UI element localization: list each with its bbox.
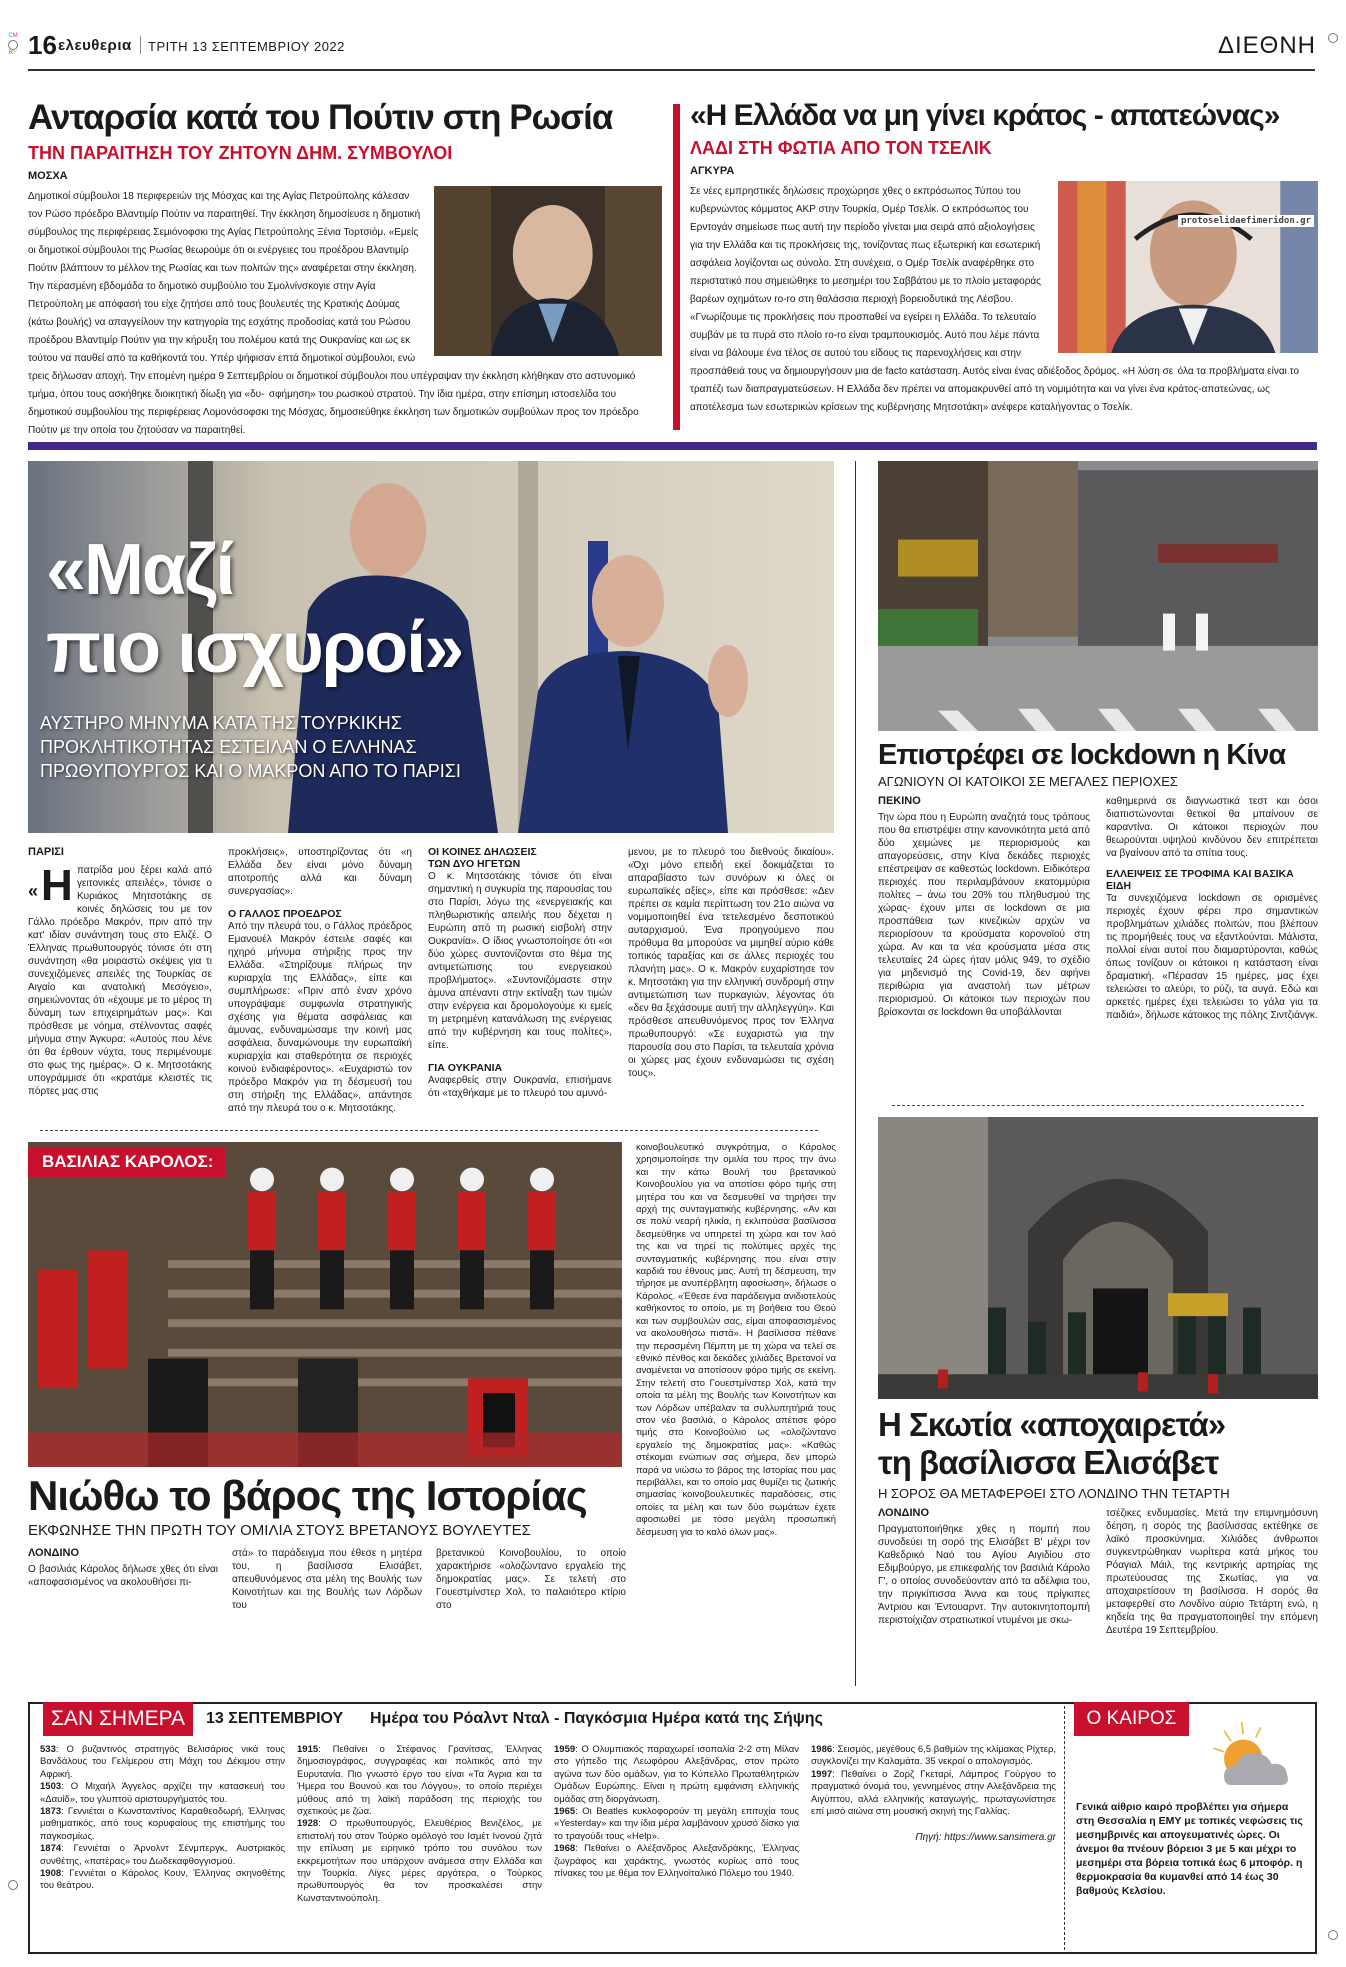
mitsotakis-macron-photo [28,461,834,833]
header-rule [28,69,1315,71]
event-text: Γεννιέται ο Κωνσταντίνος Καραθεοδωρή, Έλληνας μαθηματικός, από τους κορυφαίους της επιστήμης του παγκοσμίως. [40,1806,285,1842]
events-col-1 [40,1744,285,1905]
event-year: 1503 [40,1781,62,1793]
headline-line-2: πιο ισχυροί» [46,608,463,688]
headline: «Η Ελλάδα να μη γίνει κράτος - απατεώνας» [690,99,1280,132]
king-charles-photo-graphic [28,1142,622,1467]
event-item: 1965: Οι Beatles κυκλοφορούν τη μεγάλη επιτυχία τους «Yesterday» και την ίδια μέρα λαμβάνουν χρυσό δίσκο για το τραγούδι τους «Help». [554,1806,799,1842]
event-item: 1873: Γεννιέται ο Κωνσταντίνος Καραθεοδωρή, Έλληνας μαθηματικός, από τους κορυφαίους της επιστήμης του παγκοσμίως. [40,1806,285,1842]
event-text: Ο βυζαντινός στρατηγός Βελισάριος νικά τους Βανδάλους του Γελίμερου στη Μάχη του Δέκιμου στην Αφρική. [40,1744,285,1780]
event-text: Οι Beatles κυκλοφορούν τη μεγάλη επιτυχία τους «Yesterday» και την ίδια μέρα λαμβάνουν χρυσό δίσκο για το τραγούδι τους «Help». [554,1806,799,1842]
article-body: καθημερινά σε διαγνωστικά τεστ και όσοι διαπιστώνονται θετικοί θα μπαίνουν σε καραντίνα. Οι κάτοικοι περιοχών που θεωρούνται υψηλού κινδύνου δεν επιτρέπεται να βγαίνουν από τα σπίτια τους. [1106,796,1318,860]
article-body: προκλήσεις», υποστηρίζοντας ότι «η Ελλάδα δεν είναι μόνο δύναμη αποτροπής αλλά και δύναμη συνεργασίας». [228,847,412,897]
dashed-divider [40,1130,818,1131]
event-year: 1986 [811,1744,833,1755]
headline [46,531,462,687]
headline-line-1: Η Σκωτία «αποχαιρετά» [878,1406,1226,1443]
header-separator [140,36,141,54]
article-col-2 [1106,795,1318,1022]
celik-photo [1058,181,1318,353]
article-body: Ο βασιλιάς Κάρολος δήλωσε χθες ότι είναι «αποφασισμένος να ακολουθήσει πι- [28,1564,218,1589]
crosshair-icon [8,40,18,50]
event-item: 1986: Σεισμός, μεγέθους 6,5 βαθμών της κλίμακας Ρίχτερ, συγκλονίζει την Καλαμάτα. 35 νεκροί ο απολογισμός. [811,1744,1057,1768]
newspaper-logo: ελευθερια [58,37,132,54]
article-celik [690,100,1318,415]
subhead: ΑΓΩΝΙΟΥΝ ΟΙ ΚΑΤΟΙΚΟΙ ΣΕ ΜΕΓΑΛΕΣ ΠΕΡΙΟΧΕΣ [878,774,1178,790]
event-year: 1968 [554,1843,576,1855]
putin-photo-graphic [433,186,663,356]
event-year: 1959 [554,1744,576,1755]
sun-behind-cloud-icon [1200,1722,1305,1792]
article-body: Από την πλευρά του, ο Γάλλος πρόεδρος Εμανουέλ Μακρόν έστειλε σαφές και ηχηρό μήνυμα στήριξης προς την Ελλάδα. «Στηρίζουμε πλήρως την κυριαρχία της Ελλάδας», είπε και συμπλήρωσε: «Πριν από έναν χρόνο υπογράψαμε συμφωνία στρατηγικής σχέσης για θέματα ασφάλειας και άμυνας, ενδυναμώσαμε την κοινή μας ασφάλεια, δυναμώνουμε την ευρωπαϊκή κυριαρχία και σταθερότητα σε περιοχές κοινού ενδιαφέροντος». «Ευχαριστώ τον πρόεδρο Μακρόν για τη δέσμευσή του στη στήριξη της Ελλάδας», απάντησε από την πλευρά του ο κ. Μητσοτάκης. [228,921,412,1114]
article-body: μενου, με το πλευρό του διεθνούς δικαίου». «Όχι μόνο επειδή εκεί δοκιμάζεται το απαραβίαστο των συνόρων κι όλες οι ευρωπαϊκές αξίες», είπε και πρόσθεσε: «Δεν πρέπει σε καμία περίπτωση τον 21ο αιώνα να νομιμοποιηθεί ένα τετελεσμένο δεσποτικού αυταρχισμού. Ένα προηγούμενο που πρόθυμα θα μπορούσε να μιμηθεί αύριο κάθε τοπικός ταραξίας και σε άλλες περιοχές του πλανήτη μας». Ο κ. Μακρόν ευχαρίστησε τον κ. Μητσοτάκη για την ελληνική συνδρομή στην αντιμετώπιση των πυρκαγιών, λέγοντας ότι «δεν θα ξεχάσουμε αυτή την αλληλεγγύη». Και πρόσθεσε απευθυνόμενος προς τον Έλληνα πρωθυπουργό: «Σε ευχαριστώ για την παρουσία σου στο Παρίσι, τα τελευταία χρόνια οι χώρες μας έχουν ενδυναμώσει τις σχέση τους». [628,847,834,1079]
article-china-columns [878,795,1318,1022]
article-body: Σε νέες εμπρηστικές δηλώσεις προχώρησε χθες ο εκπρόσωπος Τύπου του κυβερνώντος κόμματος AKP στην Τουρκία, Ομέρ Τσελίκ. Ο εκπρόσωπος του Ερντογάν σημείωσε πως αυτή την περίοδο γίνεται μια σειρά από αξιολογήσεις για την Ελλάδα και τις προκλήσεις της, τονίζοντας πως εξωτερική και εσωτερική ασφάλεια λογίζονται ως σύνολο. Στη συνέχεια, ο Ομέρ Τσελίκ αναφέρθηκε στο περιστατικό που σημειώθηκε το μεσημέρι του Σαββάτου με το πλοίο μεταφοράς βαρέων οχημάτων ro-ro στη θαλάσσια περιοχή βορειοδυτικά της Λέσβου. «Γνωρίζουμε τις προκλήσεις που προσπαθεί να εγείρει η Ελλάδα. Το τελευταίο συμβάν με τα πυρά στο πλοίο ro-ro είναι τραμπουκισμός. Αυτό που λέμε πάντα είναι να βάλουμε ένα τέλος σε αυτού του είδους τις παρενοχλήσεις και στην προσπάθειά τους να δημιουργήσουν μια de facto κατάσταση. Αυτός είναι ένας αδιέξοδος δρόμος. «Η λύση σε [690,185,1174,377]
dateline: ΛΟΝΔΙΝΟ [878,1507,930,1519]
headline [878,1406,1318,1482]
section-divider [28,442,1317,450]
crosshair-icon [8,1880,18,1890]
event-text: Γεννιέται ο Κάρολος Κουν, Έλληνας σκηνοθέτης του θεάτρου. [40,1868,285,1892]
watermark: protoselidaefimeridon.gr [1178,215,1314,227]
article-body: Ο κ. Μητσοτάκης τόνισε ότι είναι σημαντική η συγκυρία της παρουσίας του στο Παρίσι, λόγω της «ενεργειακής και πληθωριστικής απειλής που δέχεται η Ευρώπη από τη ρωσική εισβολή στην Ουκρανία». Ο ίδιος γνωστοποίησε ότι «οι δύο χώρες συντονίζονται στο θέμα της αντιμετώπισης του ενεργειακού προβλήματος». «Συντονιζόμαστε στην άμυνα απέναντι στην εκτίναξη των τιμών στην ενέργεια και δρομολογούμε κι εμείς τη μετρημένη κατανάλωση της ενέργειας από την κυβέρνηση και τους πολίτες», είπε. [428,871,612,1051]
article-col-1 [28,1547,218,1612]
on-this-day-badge: ΣΑΝ ΣΗΜΕΡΑ [43,1702,193,1736]
on-this-day-observance: Ημέρα του Ρόαλντ Νταλ - Παγκόσμια Ημέρα κατά της Σήψης [370,1710,823,1727]
event-item: 1908: Γεννιέται ο Κάρολος Κουν, Έλληνας σκηνοθέτης του θεάτρου. [40,1868,285,1892]
event-item: 533: Ο βυζαντινός στρατηγός Βελισάριος νικά τους Βανδάλους του Γελίμερου στη Μάχη του Δέκιμου στην Αφρική. [40,1744,285,1780]
reg-m: M [12,33,18,39]
event-year: 1997 [811,1768,833,1780]
events-col-4 [811,1744,1056,1905]
article-body: στά» το παράδειγμα που έθεσε η μητέρα του, η βασίλισσα Ελισάβετ, απευθυνόμενος στα μέλη της Βουλής των Κοινοτήτων και της Βουλής των Λόρδων του [232,1548,422,1612]
subheading: ΓΙΑ ΟΥΚΡΑΝΙΑ [428,1062,503,1074]
reg-c: C [8,33,13,39]
headline: Επιστρέφει σε lockdown η Κίνα [878,739,1286,771]
article-body: Την ώρα που η Ευρώπη αναζητά τους τρόπους που θα επιστρέψει στην κανονικότητα μετά από δύο χειμώνες με περιορισμούς και απαγορεύσεις, στην Κίνα δεκάδες περιοχές επέστρεψαν σε καθεστώς lockdown. Ειδικότερα περιοχές που περιλαμβάνουν εκατομμύρια πολίτες – άνω του 20% του πληθυσμού της χώρας- έχουν μπει σε lockdown σε μια προσπάθεια των κινεζικών αρχών να περιορίσουν τα κρούσματα κορονοϊού στη χώρα. Αν και τα νέα κρούσματα μέσα στις τελευταίες 24 ώρες ήταν μόλις 949, το σχέδιο για μηδενισμό της Covid-19, δεν αφήνει περιθώρια για αναστολή των μέτρων περιορισμού. Οι κάτοικοι των περιοχών που βρίσκονται σε lockdown θα υποβάλλονται [878,812,1090,1019]
dashed-divider [1064,1706,1065,1950]
issue-date: ΤΡΙΤΗ 13 ΣΕΠΤΕΜΒΡΙΟΥ 2022 [148,39,345,54]
dateline: ΑΓΚΥΡΑ [690,164,735,177]
event-text: Ο Ολυμπιακός παραχωρεί ισοπαλία 2-2 στη Μίλαν στο γήπεδο της Λεωφόρου Αλεξάνδρας, στον πρώτο αγώνα των δύο ομάδων, για το Κύπελλο Πρωταθλητριών Ομάδων Ευρώπης. Είναι η πρώτη εμφάνιση ελληνικής ομάδας στη διοργάνωση. [554,1744,800,1805]
event-item: 1968: Πεθαίνει ο Αλέξανδρος Αλεξανδράκης, Έλληνας ζωγράφος και χαράκτης, γνωστός κυρίως από τους πίνακες του με θέμα τον Ελληνοϊταλικό Πόλεμο του 1940. [554,1843,800,1880]
article-body: Πραγματοποιήθηκε χθες η πομπή που συνοδεύει τη σορό της Ελισάβετ Β' μέχρι τον Καθεδρικό Ναό του Αγίου Αιγιδίου στο Εδιμβούργο, με επικεφαλής τον βασιλιά Κάρολο Γ', ο οποίος συνοδεύονταν από τα αδέλφια του, την πριγκίπισσα Άννα και τους πρίγκιπες Άντριου και Έντουαρντ. Την αυτοκινητοπομπή περιστοίχιζαν στρατιωτικοί ντυμένοι με σκω- [878,1524,1090,1626]
headline: Νιώθω το βάρος της Ιστορίας [28,1472,587,1519]
article-body-continued: σφήμηση» του ρωσικού στρατού. Την ίδια ημέρα, στην επίσημη ιστοσελίδα του δημοτικού συμβουλίου της περιφέρειας Λομονόσοφσκι της Μόσχας, δημοσιεύθηκε έκκληση των δημοτικών συμβούλων προς τον πρόεδρο Πούτιν με την οποία του ζητούσαν να παραιτηθεί. [28,388,639,436]
events-columns [40,1744,1058,1905]
event-item: 1997: Πεθαίνει ο Ζορζ Γκεταρί, Λάμπρος Γούργου το πραγματικό όνομά του, γεννημένος στην Αλεξάνδρεια της Αιγύπτου, αλλά ελληνικής καταγωγής, πρωταγωνίστησε επί μισό αιώνα στη μουσική σκηνή της Γαλλίας. [811,1768,1056,1818]
article-body: πατρίδα μου ξέρει καλά από γειτονικές απειλές», τόνισε ο Κυριάκος Μητσοτάκης σε κοινές δηλώσεις του με τον Γάλλο πρόεδρο Μακρόν, πριν από την κατ' ιδίαν συνάντηση τους στο Ελιζέ. Ο Έλληνας πρωθυπουργός τόνισε ότι στη συνάντηση «θα μοιραστώ σκέψεις για τι συνεχιζόμενες απειλές της Τουρκίας σε Αιγαίο και ανατολική Μεσόγειο», σημειώνοντας ότι «έχουμε με το μέρος τη δύναμη των επιχειρημάτων μας». Και πρόσθεσε με νόημα, στέλνοντας σαφές μήνυμα στην Άγκυρα: «Αυτούς που λένε ότι θα έρθουν νύχτα, τους περιμένουμε στο φως της ημέρας». Ο κ. Μητσοτάκης υπογράμμισε ότι «κρατάμε κλειστές τις πόρτες μας στις [28,865,212,1097]
dateline: ΜΟΣΧΑ [28,169,68,182]
accent-bar [673,104,680,430]
event-text: Πεθαίνει ο Στέφανος Γρανίτσας, Έλληνας δημοσιογράφος, συγγραφέας και πολιτικός από την Ευρυτανία. Πιο γνωστό έργο του είναι «Τα Άγρια και τα Ήμερα του Βουνού και του Λόγγου», το οποίο περιέχει μύθους από τη λαϊκή παράδοση της περιοχής του σχετικούς με ζώα. [297,1744,543,1818]
drop-cap [28,861,74,910]
event-year: 1873 [40,1806,62,1818]
drop-cap-quote: « [28,881,39,901]
event-text: Σεισμός, μεγέθους 6,5 βαθμών της κλίμακας Ρίχτερ, συγκλονίζει την Καλαμάτα. 35 νεκροί ο απολογισμός. [811,1744,1057,1768]
article-body: τσέζικες ενδυμασίες. Μετά την επιμνημόσυνη δέηση, η σορός της βασίλισσας εκτέθηκε σε λαϊκό προσκύνημα. Χιλιάδες άνθρωποι συγκεντρώθηκαν νωρίτερα κατά μήκος του Ρόαγιαλ Μάιλ, της κεντρικής αρτηρίας της πρωτεύουσας της Σκωτίας, για να αποχαιρετίσουν τη βασίλισσα. Η σορός θα μεταφερθεί στο Λονδίνο αύριο Τετάρτη ενώ, η κηδεία της θα πραγματοποιηθεί την επόμενη Δευτέρα 19 Σεπτεμβρίου. [1106,1508,1318,1636]
putin-photo [433,186,663,356]
article-col-1 [878,795,1090,1022]
article-body: βρετανικού Κοινοβουλίου, το οποίο χαρακτήρισε «ολοζώντανο εργαλείο της δημοκρατίας μας». Σε τελετή στο Γουεστμίνστερ Χολ, το παλαιότερο κτίριο στο [436,1548,626,1612]
event-text: Πεθαίνει ο Ζορζ Γκεταρί, Λάμπρος Γούργου το πραγματικό όνομά του, γεννημένος στην Αλεξάνδρεια της Αιγύπτου, αλλά ελληνικής καταγωγής, πρωταγωνίστησε επί μισό αιώνα στη μουσική σκηνή της Γαλλίας. [811,1768,1056,1818]
reg-y: Y [13,50,18,56]
article-putin-body-wrap [28,186,663,438]
article-scotland-columns [878,1507,1318,1637]
section-badge: ΒΑΣΙΛΙΑΣ ΚΑΡΟΛΟΣ: [28,1148,225,1177]
article-body-continued: όλα τα προβλήματα είναι το τραπέζι των διαπραγματεύσεων. Η Ελλάδα δεν πρέπει να απομακρυνθεί από τη νομιμότητα και να γίνει ένα κράτος-απατεώνας, ως αποτέλεσμα των εσωτερικών κρίσεων της κυβέρνησης Μητσοτάκη» ανέφερε καταλήγοντας ο Τσελίκ. [690,365,1300,413]
event-item: 1915: Πεθαίνει ο Στέφανος Γρανίτσας, Έλληνας δημοσιογράφος, συγγραφέας και πολιτικός από την Ευρυτανία. Πιο γνωστό έργο του είναι «Τα Άγρια και τα Ήμερα του Βουνού και του Λόγγου», το οποίο περιέχει μύθους από τη λαϊκή παράδοση της περιοχής του σχετικούς με ζώα. [297,1744,543,1818]
event-year: 1874 [40,1843,62,1855]
article-scotland [878,1406,1318,1637]
china-lockdown-photo-graphic [878,461,1318,731]
article-putin [28,100,663,438]
source-credit: Πηγή: https://www.sansimera.gr [915,1832,1056,1844]
events-col-2 [297,1744,542,1905]
subheading: ΕΛΛΕΙΨΕΙΣ ΣΕ ΤΡΟΦΙΜΑ ΚΑΙ ΒΑΣΙΚΑ ΕΙΔΗ [1106,868,1294,893]
registration-mark [6,33,20,55]
drop-cap-letter: Η [41,861,73,910]
event-text: Πεθαίνει ο Αλέξανδρος Αλεξανδράκης, Έλληνας ζωγράφος και χαράκτης, γνωστός κυρίως από τους πίνακες του με θέμα τον Ελληνοϊταλικό Πόλεμο του 1940. [554,1843,800,1880]
event-text: Γεννιέται ο Άρνολντ Σένμπεργκ, Αυστριακός συνθέτης, «πατέρας» του Δωδεκαφθογγισμού. [40,1843,285,1867]
dateline: ΠΑΡΙΣΙ [28,846,64,858]
article-charles [28,1474,628,1612]
dashed-divider [892,1105,1304,1106]
event-year: 533 [40,1744,56,1755]
event-year: 1928 [297,1818,319,1830]
event-item: 1928: Ο πρωθυπουργός, Ελευθέριος Βενιζέλος, με επιστολή του στον Τούρκο ομόλογό του Ισμέτ Ινονού ζητά την επίλυση με ειρηνικό τρόπο του συνόλου των εκκρεμοτήτων που υπάρχουν ανάμεσα στην Ελλάδα και την Τουρκία. Λίγες μέρες αργότερα, ο Τούρκος πρωθυπουργός θα τον προσκαλέσει στην Κωνσταντινούπολη. [297,1818,542,1904]
article-col-2 [228,846,412,1115]
crosshair-icon [1328,33,1338,43]
st-giles-cathedral-photo [878,1117,1318,1399]
registration-mark [1326,33,1340,55]
subhead: ΑΥΣΤΗΡΟ ΜΗΝΥΜΑ ΚΑΤΑ ΤΗΣ ΤΟΥΡΚΙΚΗΣ ΠΡΟΚΛΗΤΙΚΟΤΗΤΑΣ ΕΣΤΕΙΛΑΝ Ο ΕΛΛΗΝΑΣ ΠΡΩΘΥΠΟΥΡΓΟΣ ΚΑΙ Ο ΜΑΚΡΟΝ ΑΠΟ ΤΟ ΠΑΡΙΣΙ [40,713,461,781]
column-rule [855,461,856,1686]
event-item: 1959: Ο Ολυμπιακός παραχωρεί ισοπαλία 2-2 στη Μίλαν στο γήπεδο της Λεωφόρου Αλεξάνδρας, στον πρώτο αγώνα των δύο ομάδων, για το Κύπελλο Πρωταθλητριών Ομάδων Ευρώπης. Είναι η πρώτη εμφάνιση ελληνικής ομάδας στη διοργάνωση. [554,1744,800,1805]
article-china [878,740,1318,1022]
headline-line-1: «Μαζί [46,530,234,610]
article-body: Αναφερθείς στην Ουκρανία, επισήμανε ότι «ταχθήκαμε με το πλευρό του αμυνό- [428,1075,612,1099]
event-year: 1915 [297,1744,319,1755]
headline: Ανταρσία κατά του Πούτιν στη Ρωσία [28,98,613,137]
registration-mark [1326,1930,1340,1952]
event-text: Ο πρωθυπουργός, Ελευθέριος Βενιζέλος, με επιστολή του στον Τούρκο ομόλογό του Ισμέτ Ινονού ζητά την επίλυση με ειρηνικό τρόπο του συνόλου των εκκρεμοτήτων που υπάρχουν ανάμεσα στην Ελλάδα και την Τουρκία. Λίγες μέρες αργότερα, ο Τούρκος πρωθυπουργός θα τον προσκαλέσει στην Κωνσταντινούπολη. [297,1818,542,1904]
article-body: Δημοτικοί σύμβουλοι 18 περιφερειών της Μόσχας και της Αγίας Πετρούπολης κάλεσαν τον Ρώσο πρόεδρο Βλαντιμίρ Πούτιν να παραιτηθεί. Την έκκληση δημοσίευσε η δημοτική σύμβουλος της περιφέρειας Σεμιόνοφσκι της Αγίας Πετρούπολης Ξένια Τορτσιόμ. «Εμείς οι δημοτικοί σύμβουλοι της Ρωσίας θεωρούμε ότι οι ενέργειες του προέδρου Βλαντιμίρ Πούτιν βλάπτουν το μέλλον της Ρωσίας και των πολιτών της» αναφέρεται στην έκκληση. Την περασμένη εβδομάδα το δημοτικό συμβούλιο του Σμολνίνσκογιε στην Αγία Πετρούπολη με απόφασή του είχε ζητήσει από τους βουλευτές της Κρατικής Δούμας (κάτω βουλής) να απαγγείλουν την κατηγορία της εσχάτης προδοσίας κατά του Ρώσου προέδρου Βλαντιμίρ Πούτιν για την κήρυξη του πολέμου κατά της Ουκρανίας και ως εκ τούτου να παυθεί από τα καθήκοντά του. Υπέρ ψήφισαν επτά δημοτικοί σύμβουλοι, ενώ τρεις δήλωσαν αποχή. Την επομένη ημέρα 9 Σεπτεμβρίου οι δημοτικοί σύμβουλοι που υπέγραψαν την έκκληση κλήθηκαν στο αστυνομικό τμήμα, όπου τους ασκήθηκε διοικητική δίωξη για «δυ- [28,190,636,400]
dateline: ΛΟΝΔΙΝΟ [28,1547,80,1560]
weather-forecast: Γενικά αίθριο καιρό προβλέπει για σήμερα στη Θεσσαλία η ΕΜΥ με τοπικές νεφώσεις τις μεσημβρινές και απογευματινές ώρες. Οι άνεμοι θα πνέουν βόρειοι 3 με 5 και μέχρι το μεσημέρι στα βόρεια τοπικά έως 6 μποφόρ. η θερμοκρασία θα κυμανθεί από 14 έως 30 βαθμούς Κελσίου. [1076,1801,1303,1897]
st-giles-cathedral-photo-graphic [878,1117,1318,1399]
article-col-1 [28,846,212,1098]
article-col-4 [628,846,834,1080]
weather-badge: Ο ΚΑΙΡΟΣ [1074,1702,1189,1736]
article-col-1 [878,1507,1090,1637]
king-charles-photo [28,1142,622,1467]
dateline: ΠΕΚΙΝΟ [878,795,921,808]
event-text: Ο Μιχαήλ Άγγελος αρχίζει την κατασκευή του «Δαυίδ», του γλυπτού αριστουργήματός του. [40,1781,285,1805]
weather-icon-graphic [1200,1722,1305,1792]
headline-line-2: τη βασίλισσα Ελισάβετ [878,1444,1219,1481]
event-year: 1908 [40,1868,62,1880]
article-celik-body-wrap [690,181,1318,415]
kicker: ΤΗΝ ΠΑΡΑΙΤΗΣΗ ΤΟΥ ΖΗΤΟΥΝ ΔΗΜ. ΣΥΜΒΟΥΛΟΙ [28,142,453,163]
crosshair-icon [1328,1930,1338,1940]
reg-k: K [8,50,13,56]
subheading: Ο ΓΑΛΛΟΣ ΠΡΟΕΔΡΟΣ [228,908,342,920]
subhead: ΕΚΦΩΝΗΣΕ ΤΗΝ ΠΡΩΤΗ ΤΟΥ ΟΜΙΛΙΑ ΣΤΟΥΣ ΒΡΕΤΑΝΟΥΣ ΒΟΥΛΕΥΤΕΣ [28,1522,531,1540]
subhead: Η ΣΟΡΟΣ ΘΑ ΜΕΤΑΦΕΡΘΕΙ ΣΤΟ ΛΟΝΔΙΝΟ ΤΗΝ ΤΕΤΑΡΤΗ [878,1486,1230,1501]
events-col-3 [554,1744,799,1905]
event-year: 1965 [554,1806,576,1818]
subheading: ΤΩΝ ΔΥΟ ΗΓΕΤΩΝ [428,858,521,870]
article-body: Τα συνεχιζόμενα lockdown σε ορισμένες περιοχές έχουν φέρει προ σημαντικών προβλημάτων χιλιάδες πολιτών, που βλέπουν τις προμήθειές τους να εξαντλούνται. Μάλιστα, πολλοί είναι αυτοί που διαμαρτύρονται, καθώς όπως τονίζουν οι κάτοικοι η κατάσταση είναι δραματική. «Πέρασαν 15 ημέρες, μας έχει τελειώσει το αλεύρι, το ρύζι, τα αυγά. Εδώ και αρκετές ημέρες έχει τελειώσει το γάλα για τα παιδιά», δήλωσε κάτοικος της πόλης Σιντζιάνγκ. [1106,893,1318,1022]
section-title: ΔΙΕΘΝΗ [1217,32,1316,59]
event-item: 1503: Ο Μιχαήλ Άγγελος αρχίζει την κατασκευή του «Δαυίδ», του γλυπτού αριστουργήματός του. [40,1781,285,1805]
on-this-day-date: 13 ΣΕΠΤΕΜΒΡΙΟΥ [206,1710,344,1727]
kicker: ΛΑΔΙ ΣΤΗ ΦΩΤΙΑ ΑΠΟ ΤΟΝ ΤΣΕΛΙΚ [690,137,992,158]
article-col-3 [428,846,612,1100]
subheading: ΟΙ ΚΟΙΝΕΣ ΔΗΛΩΣΕΙΣ [428,846,537,858]
article-charles-columns [28,1547,628,1612]
china-lockdown-photo [878,461,1318,731]
registration-mark [6,1880,20,1902]
page-number: 16 [28,30,57,60]
article-body-side: κοινοβουλευτικό συγκρότημα, ο Κάρολος χρησιμοποίησε την ομιλία του προς την άνω και την κάτω Βουλή του βρετανικού Κοινοβουλίου για να αποτίσει φόρο τιμής στη μητέρα του και να δεσμευθεί να τηρήσει την αρχή της συνταγματικής κυβέρνησης. «Αν και σε πολύ νεαρή ηλικία, η εκλιπούσα βασίλισσα δεσμεύθηκε να υπηρετεί τη χώρα και τον λαό της και να τηρεί τις πολύτιμες αρχές της συνταγματικής κυβέρνησης που είναι στην καρδιά του έθνους μας. Αυτή τη δέσμευση, την τήρησε με ανυπέρβλητη αφοσίωση», δήλωσε ο Κάρολος. «Έθεσε ένα παράδειγμα ανιδιοτελούς καθήκοντος το οποίο, με τη βοήθεια του Θεού και των συμβουλών σας, είμαι αποφασισμένος να ακολουθήσω πιστά». Η βασίλισσα πέθανε την περασμένη Πέμπτη με τη χώρα να τελεί σε εθνικό πένθος και δεκάδες χιλιάδες Βρετανοί να αναμένεται να αποτίσουν φόρο τιμής σε εκείνη. Στην τελετή στο Γουεστμίνστερ Χολ, κατά την οποία τα μέλη της Βουλής των Κοινοτήτων και των Λόρδων υπέβαλαν τα συλλυπητήριά τους στον νέο βασιλιά, ο Κάρολος απέτισε φόρο τιμής στο Κοινοβούλιο ως «ολοζώντανο εργαλείο της δημοκρατίας μας». «Καθώς στέκομαι ενώπιων σας σήμερα, δεν μπορώ παρά να νιώσω το βάρος της Ιστορίας που μας περιβάλλει, και το οποίο μας θυμίζει τις ζωτικής σημασίας κοινοβουλευτικές παραδόσεις, στις οποίες τα μέλη και των δύο σωμάτων έχετε αφοσιωθεί με τόσο μεγάλη προσωπική δέσμευση για το καλό όλων μας». [636,1142,836,1538]
event-item: 1874: Γεννιέται ο Άρνολντ Σένμπεργκ, Αυστριακός συνθέτης, «πατέρας» του Δωδεκαφθογγισμού. [40,1843,285,1867]
celik-photo-graphic [1058,181,1318,353]
